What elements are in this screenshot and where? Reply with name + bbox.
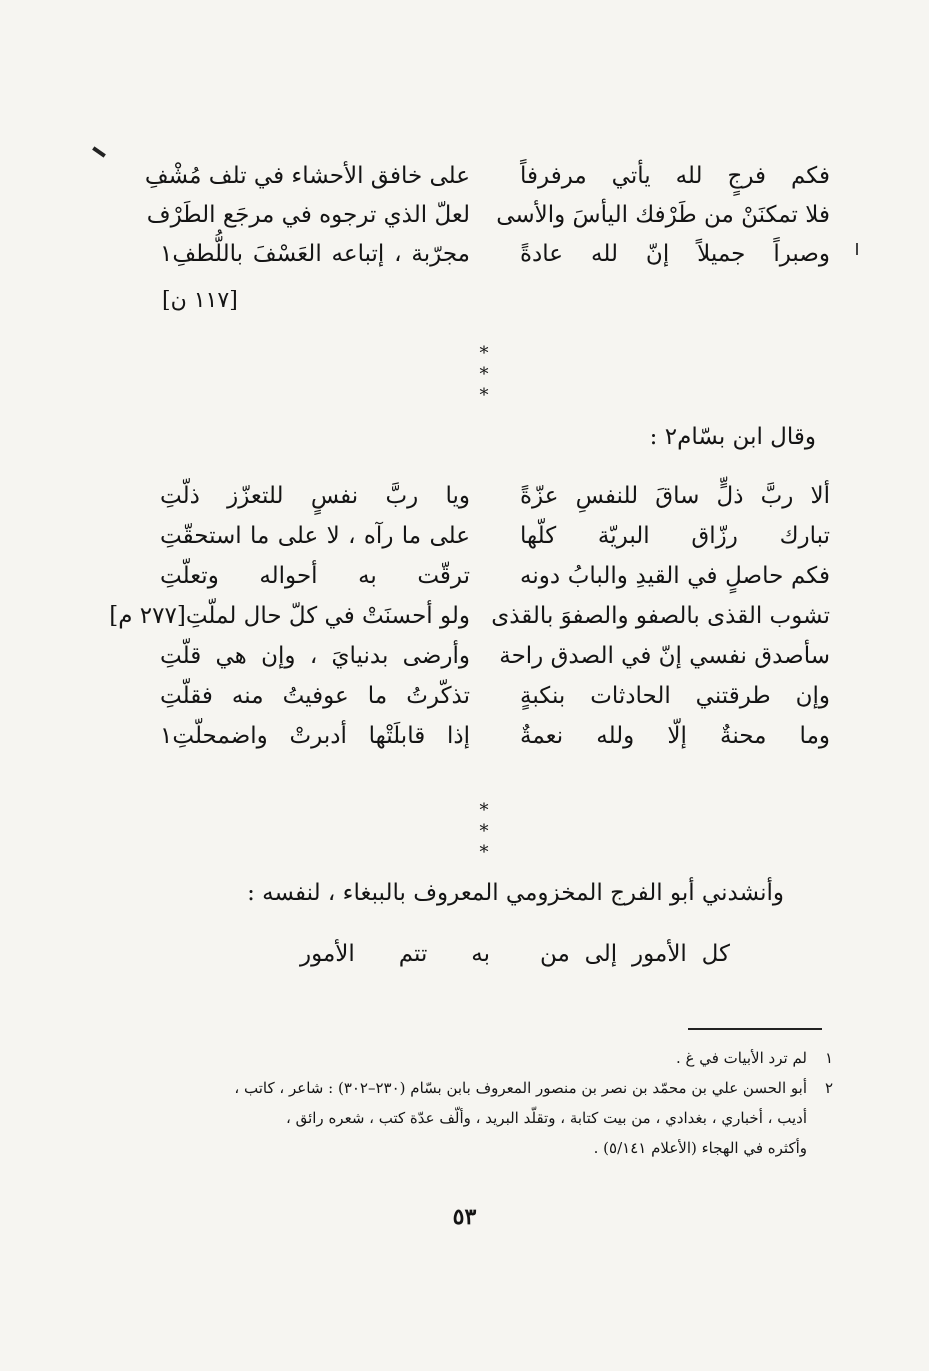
hemistich-left: به تتم الأمور	[300, 940, 490, 967]
hemistich-left: على خافق الأحشاء في تلف مُشْفِ	[144, 162, 470, 189]
verse	[146, 195, 830, 234]
verse	[300, 934, 730, 973]
verse	[160, 516, 830, 556]
hemistich-left: على ما رآه ، لا على ما استحقّتِ	[160, 523, 470, 549]
footnote-number: ١	[824, 1049, 833, 1067]
hemistich-right: تشوب القذى بالصفو والصفوَ بالقذى	[491, 603, 830, 629]
hemistich-left: لعلّ الذي ترجوه في مرجَع الطَرْف	[146, 201, 470, 228]
hemistich-left: وأرضى بدنيايَ ، وإن هي قلّتِ	[160, 643, 470, 669]
footnote-continuation: أديب ، أخباري ، بغدادي ، من بيت كتابة ، وتقلّد البريد ، وألّف عدّة كتب ، شعره رائق ،	[285, 1109, 807, 1127]
section-separator: * * *	[479, 343, 517, 406]
hemistich-right: وإن طرقتني الحادثات بنكبةٍ	[520, 683, 830, 709]
verse	[160, 234, 830, 273]
verse	[160, 716, 830, 756]
hemistich-left: تذكّرتُ ما عوفيتُ منه فقلّتِ	[160, 683, 470, 709]
hemistich-left: ولو أحسنَتْ في كلّ حال لملّتِ[٢٧٧ م]	[109, 603, 470, 629]
poem-3	[300, 934, 730, 973]
footnote-number: ٢	[824, 1079, 833, 1097]
verse	[160, 676, 830, 716]
verse	[109, 596, 830, 636]
hemistich-right: ألا ربَّ ذلٍّ ساقَ للنفسِ عزّةً	[520, 483, 830, 509]
hemistich-right: وما محنةٌ إلّا ولله نعمةٌ	[520, 723, 830, 749]
hemistich-right: وصبراً جميلاً إنّ لله عادةً	[520, 240, 830, 267]
verse	[160, 636, 830, 676]
hemistich-left: ويا ربَّ نفسٍ للتعزّز ذلّتِ	[160, 483, 470, 509]
margin-tick	[856, 243, 858, 255]
hemistich-right: سأصدق نفسي إنّ في الصدق راحة	[499, 643, 830, 669]
margin-mark	[92, 146, 106, 157]
poem-2-intro: وقال ابن بسّام٢ :	[649, 424, 816, 450]
footnote-rule	[688, 1028, 822, 1030]
footnote-text: لم ترد الأبيات في غ .	[675, 1049, 807, 1067]
source-reference: [١١٧ ن]	[162, 288, 238, 313]
hemistich-left: مجرّبة ، إتباعه العَسْفَ باللُّطفِ١	[160, 240, 470, 267]
poem-2	[109, 476, 830, 756]
page-number: ٥٣	[452, 1204, 477, 1230]
footnote-continuation: وأكثره في الهجاء (الأعلام ٥/١٤١) .	[593, 1139, 807, 1157]
poem-1	[144, 156, 830, 273]
footnote-text: أبو الحسن علي بن محمّد بن نصر بن منصور المعروف بابن بسّام (٢٣٠–٣٠٢) : شاعر ، كاتب ،	[234, 1079, 807, 1097]
hemistich-right: تبارك رزّاق البريّة كلّها	[520, 523, 830, 549]
hemistich-right: فكم فرجٍ لله يأتي مرفرفاً	[520, 162, 830, 189]
hemistich-right: فكم حاصلٍ في القيدِ والبابُ دونه	[520, 563, 830, 589]
footnotes	[160, 1043, 833, 1163]
verse	[144, 156, 830, 195]
verse	[160, 556, 830, 596]
hemistich-right: كل الأمور إلى من	[540, 940, 730, 967]
hemistich-left: ترقّت به أحواله وتعلّتِ	[160, 563, 470, 589]
footnote	[160, 1043, 833, 1073]
section-separator: * * *	[479, 800, 517, 863]
hemistich-right: فلا تمكنَنْ من طَرْفك اليأسَ والأسى	[496, 201, 830, 228]
verse	[160, 476, 830, 516]
footnote	[160, 1073, 833, 1103]
hemistich-left: إذا قابلَتْها أدبرتْ واضمحلّتِ١	[160, 723, 470, 749]
poem-3-intro: وأنشدني أبو الفرج المخزومي المعروف بالببغاء ، لنفسه :	[247, 880, 784, 906]
